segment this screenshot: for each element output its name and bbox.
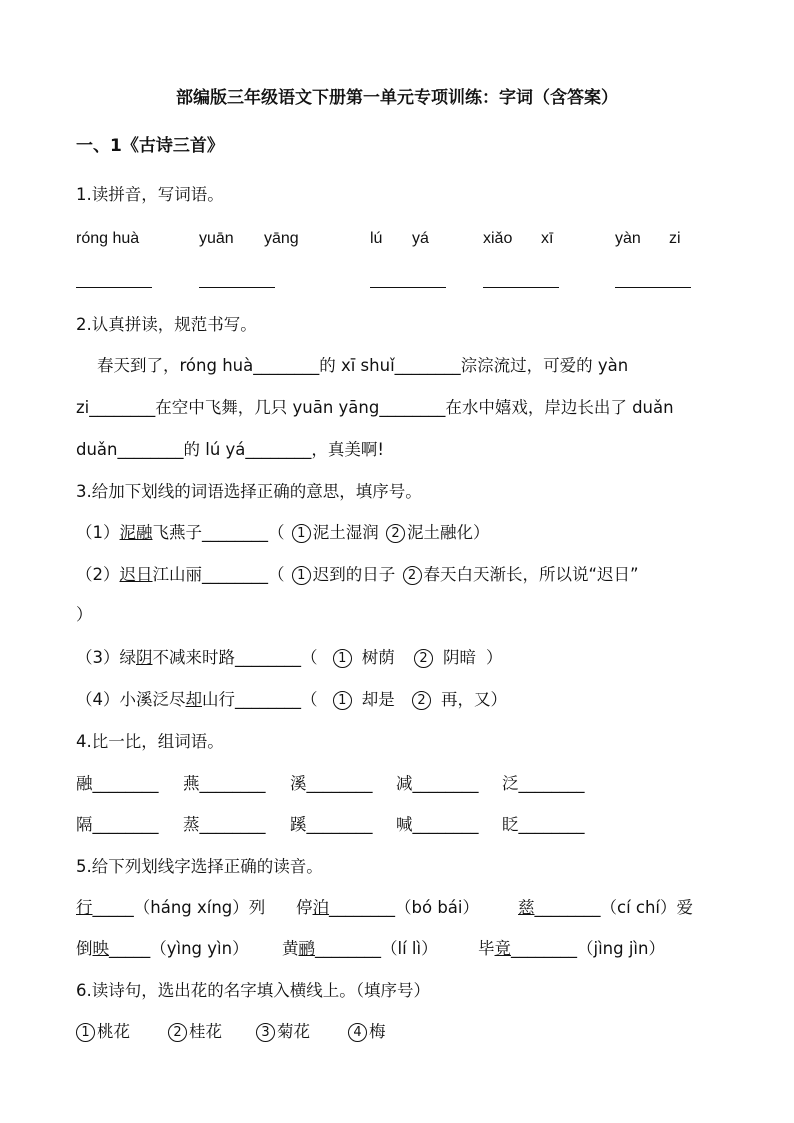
word-compare-item: 减________ [396,774,479,793]
q5-prompt: 5.给下列划线字选择正确的读音。 [76,857,323,876]
pronunciation-item: 毕竟________（jìng jìn） [478,939,665,958]
flower-option: 2 桂花 [168,1020,222,1044]
underlined-word: 阴 [136,648,153,667]
word-compare-item: 融________ [76,774,159,793]
underlined-word: 却 [185,690,202,709]
circled-number: 1 [292,566,311,585]
pinyin-yan: yàn [615,230,641,247]
word-compare-item: 溪________ [290,774,373,793]
word-compare-item: 蒸________ [183,815,266,834]
q4-prompt: 4.比一比，组词语。 [76,732,224,751]
pinyin-yuan: yuān [199,230,234,247]
q3-item-2: （2）迟日江山丽________（ 1 迟到的日子 2 春天白天渐长，所以说“迟日” [76,565,639,584]
underlined-word: 泥融 [119,523,153,542]
pronunciation-item: 慈________（cí chí）爱 [518,898,694,917]
flower-option: 1 桃花 [76,1020,130,1044]
answer-blank[interactable] [370,287,446,288]
circled-number: 2 [403,566,422,585]
q2-prompt: 2.认真拼读，规范书写。 [76,315,257,334]
pronunciation-item: 倒映_____（yìng yìn） [76,939,249,958]
answer-blank[interactable] [483,287,559,288]
word-compare-item: 燕________ [183,774,266,793]
q2-passage-line: zi________在空中飞舞，几只 yuān yāng________在水中嬉戏，岸边长出了 duǎn [76,398,674,417]
word-compare-item: 泛________ [502,774,585,793]
q1-prompt: 1.读拼音，写词语。 [76,185,224,204]
circled-number: 1 [333,649,352,668]
pinyin-yang: yāng [264,230,299,247]
circled-number: 2 [386,524,405,543]
circled-number: 1 [292,524,311,543]
answer-blank[interactable] [615,287,691,288]
word-compare-item: 喊________ [396,815,479,834]
document-title: 部编版三年级语文下册第一单元专项训练：字词（含答案） [176,88,618,108]
circled-number: 2 [412,691,431,710]
section-heading: 一、1《古诗三首》 [76,136,224,156]
word-compare-item: 隔________ [76,815,159,834]
pinyin-xi: xī [541,230,554,247]
q2-passage-line: duǎn________的 lú yá________，真美啊! [76,440,385,459]
q3-item-1: （1）泥融飞燕子________（ 1 泥土湿润 2 泥土融化） [76,523,490,542]
pinyin-ronghua: róng huà [76,230,140,247]
word-compare-item: 眨________ [502,815,585,834]
pinyin-xiao: xiǎo [483,230,513,247]
q3-item-2-close: ） [76,605,93,624]
answer-blank[interactable] [76,287,152,288]
pinyin-ya: yá [412,230,429,247]
flower-option: 3 菊花 [256,1020,310,1044]
pinyin-lu: lú [370,230,383,247]
circled-number: 1 [333,691,352,710]
pronunciation-item: 停泊________（bó bái） [296,898,479,917]
circled-number: 2 [414,649,433,668]
pronunciation-item: 黄鹂________（lí lì） [282,939,438,958]
answer-blank[interactable] [199,287,275,288]
q3-prompt: 3.给加下划线的词语选择正确的意思，填序号。 [76,482,422,501]
underlined-word: 迟日 [119,565,153,584]
q3-item-3: （3）绿阴不减来时路________（ 1 树荫 2 阴暗 ） [76,648,503,667]
q6-prompt: 6.读诗句，选出花的名字填入横线上。（填序号） [76,981,430,1000]
word-compare-item: 蹊________ [290,815,373,834]
pronunciation-item: 行_____（háng xíng）列 [76,898,266,917]
pinyin-zi: zi [669,230,681,247]
flower-option: 4 梅 [348,1020,386,1044]
q3-item-4: （4）小溪泛尽却山行________（ 1 却是 2 再，又） [76,690,507,709]
q2-passage-line: 春天到了，róng huà________的 xī shuǐ________淙淙流过，可爱的 yàn [97,356,629,375]
